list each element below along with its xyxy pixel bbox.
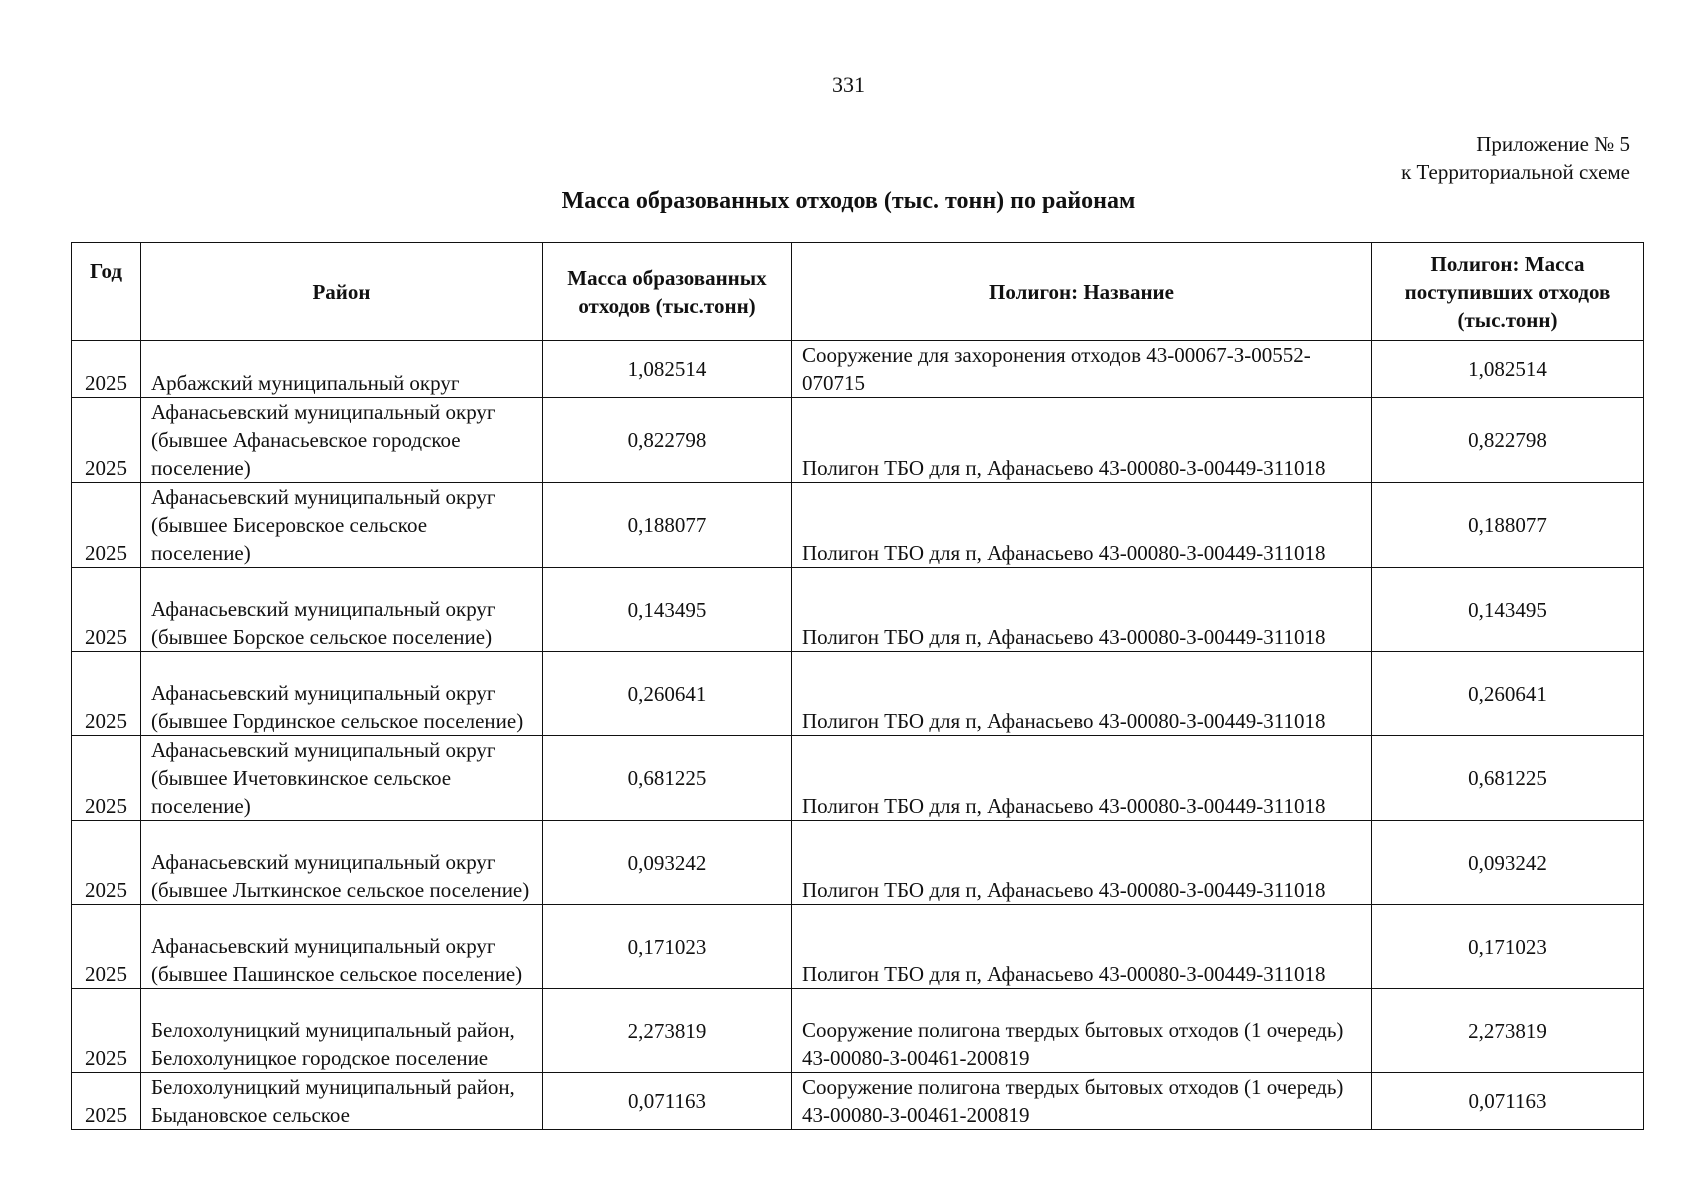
table-row (72, 398, 1644, 483)
cell-landfill-mass: 0,260641 (1372, 652, 1644, 736)
cell-district: Афанасьевский муниципальный округ (бывшее Афанасьевское городское поселение) (141, 398, 543, 483)
table-row (72, 905, 1644, 989)
cell-landfill-name: Полигон ТБО для п, Афанасьево 43-00080-З-00449-311018 (792, 568, 1372, 652)
header-district: Район (141, 243, 543, 341)
cell-district: Афанасьевский муниципальный округ (бывшее Лыткинское сельское поселение) (141, 821, 543, 905)
cell-landfill-name: Полигон ТБО для п, Афанасьево 43-00080-З-00449-311018 (792, 821, 1372, 905)
cell-landfill-name: Полигон ТБО для п, Афанасьево 43-00080-З-00449-311018 (792, 652, 1372, 736)
cell-mass: 0,093242 (543, 821, 792, 905)
cell-landfill-mass: 0,071163 (1372, 1073, 1644, 1130)
cell-mass: 1,082514 (543, 341, 792, 398)
cell-district: Белохолуницкий муниципальный район, Белохолуницкое городское поселение (141, 989, 543, 1073)
table-row (72, 989, 1644, 1073)
table-row (72, 652, 1644, 736)
cell-year: 2025 (72, 652, 141, 736)
cell-landfill-name: Полигон ТБО для п, Афанасьево 43-00080-З-00449-311018 (792, 483, 1372, 568)
cell-year: 2025 (72, 483, 141, 568)
cell-district: Афанасьевский муниципальный округ (бывшее Ичетовкинское сельское поселение) (141, 736, 543, 821)
cell-landfill-mass: 1,082514 (1372, 341, 1644, 398)
cell-district: Арбажский муниципальный округ (141, 341, 543, 398)
cell-district: Белохолуницкий муниципальный район, Быдановское сельское (141, 1073, 543, 1130)
cell-district: Афанасьевский муниципальный округ (бывшее Гординское сельское поселение) (141, 652, 543, 736)
appendix-line-2: к Территориальной схеме (1401, 160, 1630, 184)
cell-year: 2025 (72, 736, 141, 821)
cell-landfill-mass: 0,171023 (1372, 905, 1644, 989)
cell-mass: 0,681225 (543, 736, 792, 821)
cell-year: 2025 (72, 398, 141, 483)
waste-mass-table (71, 242, 1644, 1130)
cell-landfill-mass: 0,822798 (1372, 398, 1644, 483)
cell-landfill-mass: 2,273819 (1372, 989, 1644, 1073)
cell-mass: 0,260641 (543, 652, 792, 736)
table-row (72, 341, 1644, 398)
table-row (72, 568, 1644, 652)
header-year: Год (72, 243, 141, 341)
cell-district: Афанасьевский муниципальный округ (бывшее Бисеровское сельское поселение) (141, 483, 543, 568)
cell-landfill-name: Полигон ТБО для п, Афанасьево 43-00080-З-00449-311018 (792, 905, 1372, 989)
cell-district: Афанасьевский муниципальный округ (бывшее Пашинское сельское поселение) (141, 905, 543, 989)
cell-year: 2025 (72, 1073, 141, 1130)
cell-landfill-mass: 0,143495 (1372, 568, 1644, 652)
cell-year: 2025 (72, 905, 141, 989)
cell-landfill-name: Полигон ТБО для п, Афанасьево 43-00080-З-00449-311018 (792, 736, 1372, 821)
cell-landfill-name: Сооружение полигона твердых бытовых отходов (1 очередь) 43-00080-З-00461-200819 (792, 1073, 1372, 1130)
header-landfill-mass: Полигон: Масса поступивших отходов (тыс.тонн) (1372, 243, 1644, 341)
cell-mass: 0,188077 (543, 483, 792, 568)
cell-landfill-mass: 0,681225 (1372, 736, 1644, 821)
header-mass: Масса образованных отходов (тыс.тонн) (543, 243, 792, 341)
appendix-note (1401, 130, 1630, 186)
cell-landfill-name: Полигон ТБО для п, Афанасьево 43-00080-З-00449-311018 (792, 398, 1372, 483)
cell-year: 2025 (72, 989, 141, 1073)
cell-district: Афанасьевский муниципальный округ (бывшее Борское сельское поселение) (141, 568, 543, 652)
cell-mass: 0,071163 (543, 1073, 792, 1130)
cell-year: 2025 (72, 821, 141, 905)
cell-mass: 0,143495 (543, 568, 792, 652)
table-row (72, 821, 1644, 905)
cell-mass: 2,273819 (543, 989, 792, 1073)
cell-year: 2025 (72, 341, 141, 398)
document-title: Масса образованных отходов (тыс. тонн) по районам (561, 188, 1136, 214)
table-row (72, 736, 1644, 821)
cell-landfill-mass: 0,188077 (1372, 483, 1644, 568)
table-row (72, 1073, 1644, 1130)
cell-landfill-mass: 0,093242 (1372, 821, 1644, 905)
cell-landfill-name: Сооружение полигона твердых бытовых отходов (1 очередь) 43-00080-З-00461-200819 (792, 989, 1372, 1073)
cell-mass: 0,171023 (543, 905, 792, 989)
table-row (72, 483, 1644, 568)
table-header-row (72, 243, 1644, 341)
page-number: 331 (832, 72, 865, 97)
cell-year: 2025 (72, 568, 141, 652)
cell-mass: 0,822798 (543, 398, 792, 483)
appendix-line-1: Приложение № 5 (1476, 132, 1630, 156)
cell-landfill-name: Сооружение для захоронения отходов 43-00067-З-00552-070715 (792, 341, 1372, 398)
header-landfill-name: Полигон: Название (792, 243, 1372, 341)
